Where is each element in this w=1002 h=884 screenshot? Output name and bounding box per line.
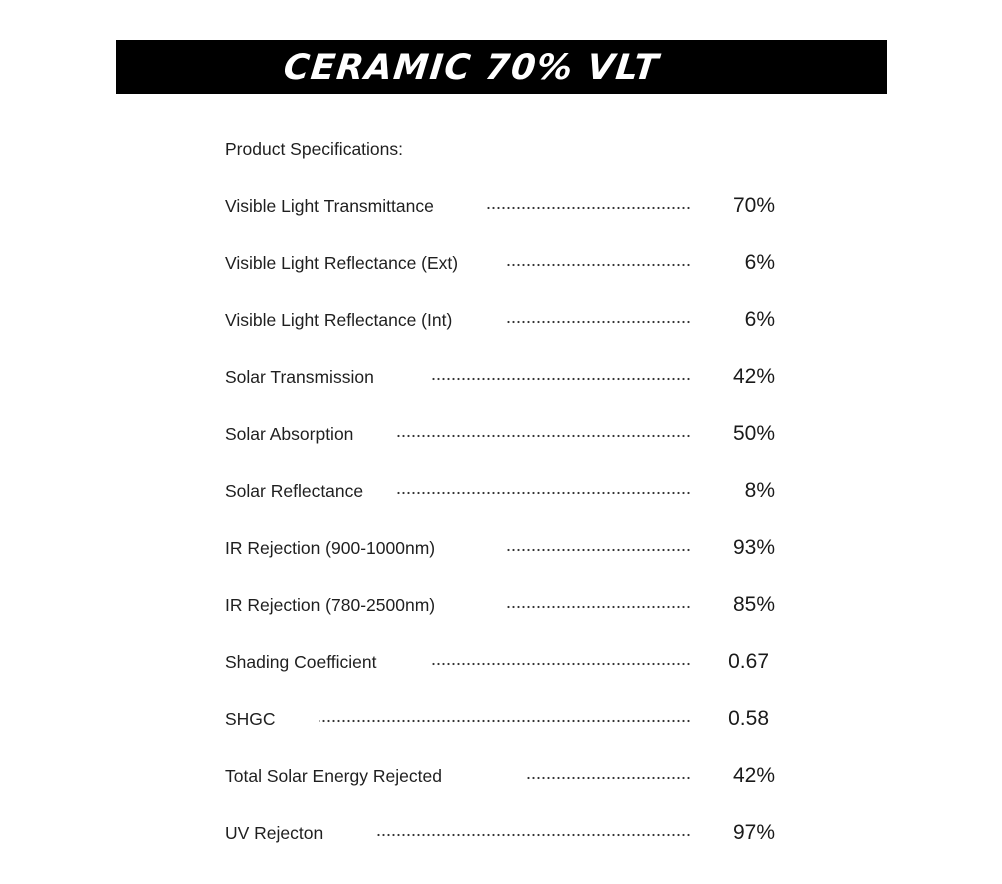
dotted-leader bbox=[431, 662, 691, 666]
spec-row-solar-transmission bbox=[225, 362, 785, 392]
spec-row-visible-light-transmittance bbox=[225, 191, 785, 221]
spec-row-solar-reflectance bbox=[225, 476, 785, 506]
spec-label: Shading Coefficient bbox=[225, 652, 377, 672]
spec-row-solar-absorption bbox=[225, 419, 785, 449]
spec-label: SHGC bbox=[225, 709, 276, 729]
dotted-leader bbox=[507, 263, 691, 267]
dotted-leader bbox=[507, 548, 691, 552]
spec-label: Total Solar Energy Rejected bbox=[225, 766, 442, 786]
spec-label: IR Rejection (780-2500nm) bbox=[225, 595, 436, 615]
dotted-leader bbox=[507, 320, 691, 324]
dotted-leader bbox=[487, 206, 691, 210]
spec-row-shgc bbox=[225, 704, 785, 734]
spec-label: Solar Transmission bbox=[225, 367, 374, 387]
spec-row-visible-light-reflectance-ext bbox=[225, 248, 785, 278]
spec-value: 42% bbox=[732, 764, 775, 787]
spec-row-visible-light-reflectance-int bbox=[225, 305, 785, 335]
spec-value: 0.67 bbox=[728, 650, 769, 673]
dotted-leader bbox=[525, 776, 691, 780]
spec-row-total-solar-energy-rejected bbox=[225, 761, 785, 791]
spec-label: Visible Light Reflectance (Int) bbox=[225, 310, 453, 330]
spec-label: Visible Light Transmittance bbox=[225, 196, 434, 216]
spec-row-uv-rejection bbox=[225, 818, 785, 848]
spec-value: 6% bbox=[744, 251, 775, 274]
spec-value: 85% bbox=[732, 593, 775, 616]
spec-value: 93% bbox=[732, 536, 775, 559]
spec-value: 42% bbox=[732, 365, 775, 388]
page-title: CERAMIC 70% VLT bbox=[281, 48, 662, 88]
spec-row-shading-coefficient bbox=[225, 647, 785, 677]
spec-value: 70% bbox=[732, 194, 775, 217]
dotted-leader bbox=[395, 491, 691, 495]
spec-label: Visible Light Reflectance (Ext) bbox=[225, 253, 459, 273]
dotted-leader bbox=[395, 434, 691, 438]
dotted-leader bbox=[375, 833, 691, 837]
spec-value: 0.58 bbox=[728, 707, 769, 730]
dotted-leader bbox=[319, 719, 691, 723]
spec-value: 50% bbox=[732, 422, 775, 445]
spec-label: Solar Reflectance bbox=[225, 481, 364, 501]
spec-row-ir-rejection-780-2500 bbox=[225, 590, 785, 620]
spec-row-ir-rejection-900-1000 bbox=[225, 533, 785, 563]
spec-value: 97% bbox=[732, 821, 775, 844]
spec-label: UV Rejecton bbox=[225, 823, 324, 843]
spec-value: 8% bbox=[744, 479, 775, 502]
dotted-leader bbox=[431, 377, 691, 381]
dotted-leader bbox=[507, 605, 691, 609]
spec-heading: Product Specifications: bbox=[225, 139, 404, 159]
spec-label: IR Rejection (900-1000nm) bbox=[225, 538, 436, 558]
spec-label: Solar Absorption bbox=[225, 424, 354, 444]
spec-value: 6% bbox=[744, 308, 775, 331]
